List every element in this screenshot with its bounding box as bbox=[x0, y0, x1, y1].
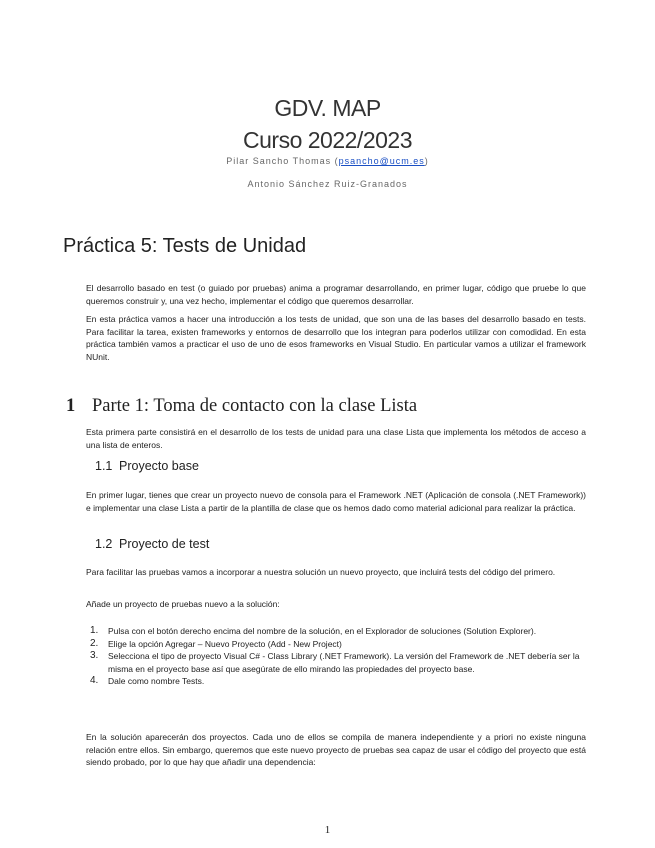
author-1-close: ) bbox=[424, 156, 429, 166]
subsection-1-2-paragraph: Para facilitar las pruebas vamos a incorporar a nuestra solución un nuevo proyecto, que incluirá tests del código del primero. bbox=[86, 567, 556, 577]
author-line-1 bbox=[0, 156, 655, 166]
list-item: 1. Pulsa con el botón derecho encima del nombre de la solución, en el Explorador de soluciones (Solution Explorer). bbox=[90, 625, 537, 636]
document-title: GDV. MAP bbox=[274, 95, 381, 121]
intro-paragraph-2: En esta práctica vamos a hacer una introducción a los tests de unidad, que son una de las bases del desarrollo basado en tests. Para facilitar la tarea, existen frameworks y entornos de desarrollo que los integran para poderlos utilizar con comodidad. En esta práctica también vamos a practicar el uso de uno de esos frameworks en Visual Studio. En particular vamos a utilizar el framework NUnit. bbox=[86, 314, 586, 362]
intro-paragraph-1: El desarrollo basado en test (o guiado por pruebas) anima a programar desarrollando, en primer lugar, código que pruebe lo que queremos construir y, una vez hecho, implementar el código que queremos desarrollar. bbox=[86, 283, 586, 306]
closing-paragraph: En la solución aparecerán dos proyectos. Cada uno de ellos se compila de manera independiente y a priori no existe ninguna relación entre ellos. Sin embargo, queremos que este nuevo proyecto de pruebas sea capaz de usar el código del proyecto que está siendo probado, por lo que hay que añadir una dependencia: bbox=[86, 732, 586, 767]
author-line-2: Antonio Sánchez Ruiz-Granados bbox=[247, 179, 408, 189]
list-item: 4. Dale como nombre Tests. bbox=[90, 675, 205, 686]
subsection-1-2-heading bbox=[95, 537, 209, 551]
subsection-1-1-number: 1.1 bbox=[95, 459, 113, 473]
subsection-1-2-number: 1.2 bbox=[95, 537, 113, 551]
author-1-name: Pilar Sancho Thomas ( bbox=[226, 156, 339, 166]
subsection-1-1-paragraph: En primer lugar, tienes que crear un proyecto nuevo de consola para el Framework .NET (Aplicación de consola (.NET Framework)) e implementar una clase Lista a partir de la plantilla de clase que os hemos dado como material adicional para realizar la práctica. bbox=[86, 490, 586, 513]
steps-list bbox=[90, 625, 586, 688]
list-item: 3. Selecciona el tipo de proyecto Visual C# - Class Library (.NET Framework). La versión del Framework de .NET debería ser la misma en el proyecto base así que asegúrate de ello mirando las propiedades del proyecto base. bbox=[90, 650, 580, 674]
section-1-paragraph: Esta primera parte consistirá en el desarrollo de los tests de unidad para una clase Lista que implementa los métodos de acceso a una lista de enteros. bbox=[86, 427, 586, 450]
section-1-title: Parte 1: Toma de contacto con la clase Lista bbox=[92, 396, 418, 416]
author-1-email-link[interactable]: psancho@ucm.es bbox=[338, 156, 425, 166]
list-item: 2. Elige la opción Agregar – Nuevo Proyecto (Add - New Project) bbox=[90, 637, 342, 649]
subsection-1-1-heading bbox=[95, 459, 199, 473]
subsection-1-1-title: Proyecto base bbox=[119, 459, 199, 473]
page-number: 1 bbox=[324, 824, 331, 836]
practica-heading: Práctica 5: Tests de Unidad bbox=[63, 235, 307, 257]
section-1-number: 1 bbox=[66, 396, 76, 416]
subsection-1-2-instruction: Añade un proyecto de pruebas nuevo a la solución: bbox=[86, 599, 280, 609]
section-1-heading bbox=[66, 396, 417, 417]
course-title: Curso 2022/2023 bbox=[243, 127, 412, 153]
subsection-1-2-title: Proyecto de test bbox=[119, 537, 210, 551]
